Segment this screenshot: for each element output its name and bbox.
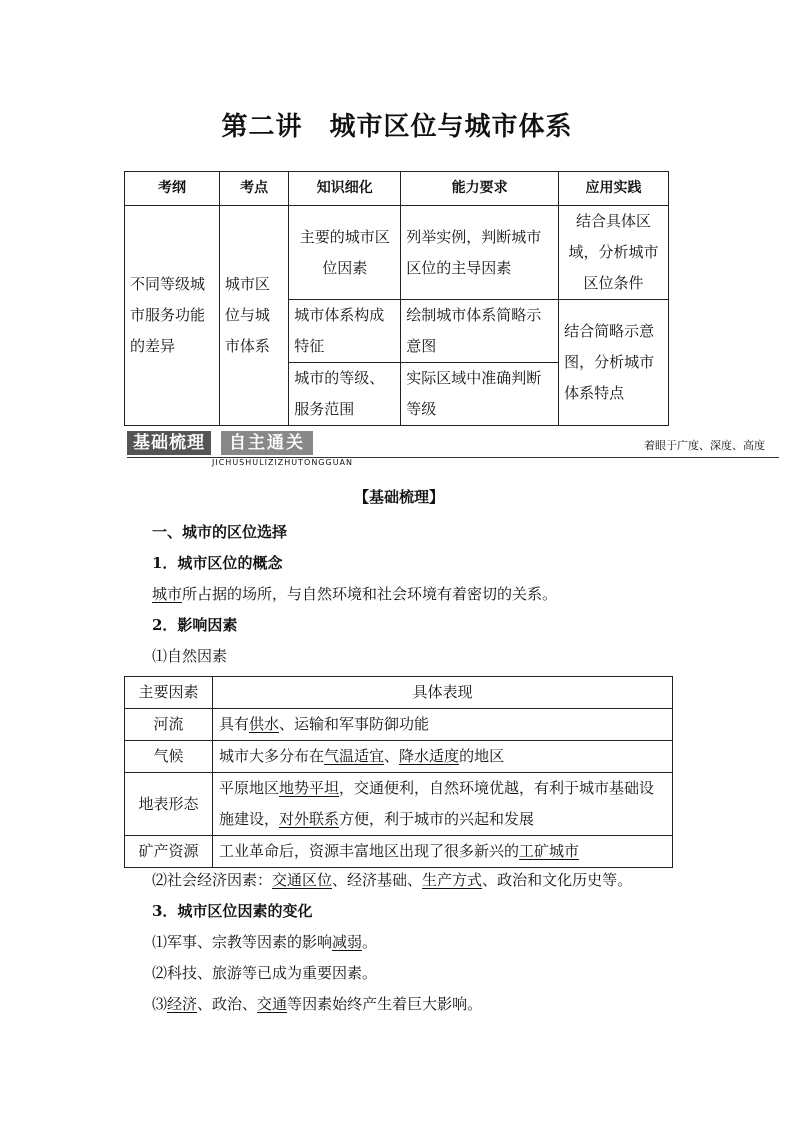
change-2: ⑵科技、旅游等已成为重要因素。	[152, 964, 378, 982]
banner-pinyin: JICHUSHULIZIZHUTONGGUAN	[209, 458, 356, 467]
cell-practice: 结合具体区域，分析城市区位条件	[559, 206, 669, 300]
heading-1-2: 2．影响因素	[152, 616, 238, 634]
cell-detail	[213, 709, 673, 741]
text: 、经济基础、	[332, 871, 423, 889]
text: 、	[384, 747, 400, 765]
underlined-term: 交通区位	[272, 871, 333, 889]
table-row	[125, 206, 669, 300]
concept-paragraph	[152, 584, 557, 604]
text: 、政治和文化历史等。	[482, 871, 633, 889]
cell-factor: 地表形态	[125, 773, 213, 836]
cell-factor: 河流	[125, 709, 213, 741]
cell-knowledge: 主要的城市区位因素	[289, 206, 401, 300]
underlined-term: 经济	[167, 995, 198, 1013]
text: 方便，利于城市的兴起和发展	[339, 810, 535, 828]
underlined-term: 城市	[152, 585, 183, 603]
underlined-term: 对外联系	[279, 810, 340, 828]
text: 的地区	[459, 747, 505, 765]
text: 、运输和军事防御功能	[279, 715, 430, 733]
table-row	[125, 741, 673, 773]
table-row	[125, 709, 673, 741]
text: ⑶	[152, 995, 168, 1013]
text: 平原地区	[219, 779, 280, 797]
change-3	[152, 994, 482, 1014]
header-outline: 考纲	[125, 172, 220, 206]
text: 具有	[219, 715, 250, 733]
text: ⑴军事、宗教等因素的影响	[152, 933, 333, 951]
underlined-term: 气温适宜	[324, 747, 385, 765]
banner-tagline: 着眼于广度、深度、高度	[644, 439, 765, 452]
cell-detail	[213, 773, 673, 836]
cell-point: 城市区位与城市体系	[219, 206, 288, 426]
cell-ability: 实际区域中准确判断等级	[401, 363, 559, 426]
cell-knowledge: 城市的等级、服务范围	[289, 363, 401, 426]
header-ability: 能力要求	[401, 172, 559, 206]
text: 、政治、	[197, 995, 258, 1013]
header-knowledge: 知识细化	[289, 172, 401, 206]
table-row	[125, 773, 673, 836]
header-detail: 具体表现	[213, 677, 673, 709]
header-factor: 主要因素	[125, 677, 213, 709]
cell-ability: 绘制城市体系简略示意图	[401, 300, 559, 363]
underlined-term: 降水适度	[399, 747, 460, 765]
syllabus-table	[124, 171, 669, 426]
table-header-row	[125, 677, 673, 709]
text: ，交通便利，自然环境优越，有利于城市基础设施建设，	[219, 779, 655, 828]
header-point: 考点	[219, 172, 288, 206]
section-bracket: 【基础梳理】	[354, 488, 445, 506]
cell-outline: 不同等级城市服务功能的差异	[125, 206, 220, 426]
cell-detail	[213, 836, 673, 868]
heading-1-3: 3．城市区位因素的变化	[152, 902, 313, 920]
underlined-term: 生产方式	[422, 871, 483, 889]
cell-practice: 结合简略示意图，分析城市体系特点	[559, 300, 669, 426]
text: ⑵社会经济因素：	[152, 871, 273, 889]
cell-knowledge: 城市体系构成特征	[289, 300, 401, 363]
change-1	[152, 932, 377, 952]
cell-factor: 矿产资源	[125, 836, 213, 868]
heading-1-1: 1．城市区位的概念	[152, 554, 283, 572]
underlined-term: 交通	[257, 995, 288, 1013]
table-row	[125, 836, 673, 868]
section-banner	[127, 431, 779, 467]
underlined-term: 工矿城市	[519, 842, 580, 860]
text: 工业革命后，资源丰富地区出现了很多新兴的	[219, 842, 520, 860]
cell-factor: 气候	[125, 741, 213, 773]
underlined-term: 减弱	[332, 933, 363, 951]
natural-factors-label: ⑴自然因素	[152, 647, 228, 665]
cell-ability: 列举实例，判断城市区位的主导因素	[401, 206, 559, 300]
page-title: 第二讲 城市区位与城市体系	[221, 112, 573, 142]
banner-light-label: 自主通关	[221, 431, 313, 455]
underlined-term: 地势平坦	[279, 779, 340, 797]
table-header-row	[125, 172, 669, 206]
concept-text: 所占据的场所，与自然环境和社会环境有着密切的关系。	[182, 585, 558, 603]
header-practice: 应用实践	[559, 172, 669, 206]
text: 。	[362, 933, 378, 951]
text: 城市大多分布在	[219, 747, 325, 765]
cell-detail	[213, 741, 673, 773]
factor-table	[124, 676, 673, 868]
underlined-term: 供水	[249, 715, 280, 733]
banner-dark-label: 基础梳理	[127, 431, 211, 455]
social-factors	[152, 870, 632, 890]
heading-1: 一、城市的区位选择	[152, 523, 288, 541]
text: 等因素始终产生着巨大影响。	[287, 995, 483, 1013]
